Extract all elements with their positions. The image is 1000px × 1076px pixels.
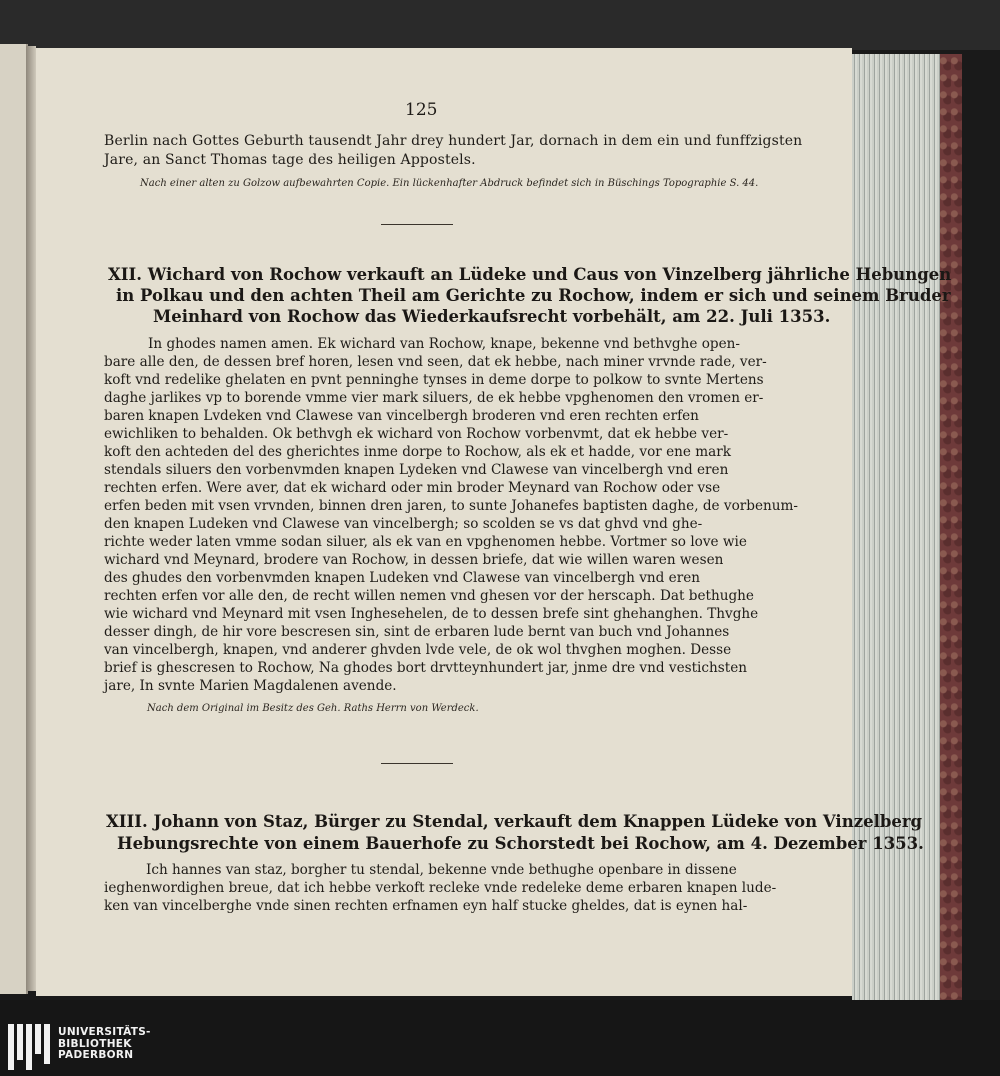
text-line: koft vnd redelike ghelaten en pvnt penninghe tynses in deme dorpe to polkow to svnte Mertens <box>104 372 764 388</box>
text-line: wichard vnd Meynard, brodere van Rochow, in dessen briefe, dat wie willen waren wesen <box>104 552 724 568</box>
text-line: ken van vincelberghe vnde sinen rechten erfnamen eyn half stucke gheldes, dat is eynen hal- <box>104 898 748 914</box>
text-line: ieghenwordighen breue, dat ich hebbe verkoft recleke vnde redeleke deme erbaren knapen lude- <box>104 880 777 896</box>
text-line: daghe jarlikes vp to borende vmme vier mark siluers, de ek hebbe vpghenomen den vromen er- <box>104 390 764 406</box>
library-logo-icon <box>8 1024 52 1070</box>
text-line: brief is ghescresen to Rochow, Na ghodes bort drvtteynhundert jar, jnme dre vnd vestichsten <box>104 660 748 676</box>
text-line: rechten erfen. Were aver, dat ek wichard oder min broder Meynard van Rochow oder vse <box>104 480 721 496</box>
text-line: stendals siluers den vorbenvmden knapen Lydeken vnd Clawese van vincelbergh vnd eren <box>104 462 729 478</box>
section-divider <box>381 763 453 764</box>
intro-line: Berlin nach Gottes Geburth tausendt Jahr drey hundert Jar, dornach in dem ein und funffzigsten <box>104 133 803 149</box>
text-line: den knapen Ludeken vnd Clawese van vincelbergh; so scolden se vs dat ghvd vnd ghe- <box>104 516 703 532</box>
logo-line: UNIVERSITÄTS- <box>58 1026 151 1038</box>
section-heading: in Polkau und den achten Theil am Gerichte zu Rochow, indem er sich und seinem Bruder <box>116 286 951 305</box>
section-heading: Hebungsrechte von einem Bauerhofe zu Schorstedt bei Rochow, am 4. Dezember 1353. <box>117 834 924 853</box>
text-line: koft den achteden del des gherichtes inme dorpe to Rochow, als ek et hadde, vor ene mark <box>104 444 731 460</box>
intro-line: Jare, an Sanct Thomas tage des heiligen Appostels. <box>104 152 476 168</box>
text-line: jare, In svnte Marien Magdalenen avende. <box>104 678 397 694</box>
text-line: des ghudes den vorbenvmden knapen Ludeken vnd Clawese van vincelbergh vnd eren <box>104 570 700 586</box>
text-line: In ghodes namen amen. Ek wichard van Rochow, knape, bekenne vnd bethvghe open- <box>148 336 740 352</box>
logo-line: PADERBORN <box>58 1049 134 1061</box>
source-note: Nach dem Original im Besitz des Geh. Raths Herrn von Werdeck. <box>147 703 479 714</box>
text-line: desser dingh, de hir vore bescresen sin, sint de erbaren lude bernt van buch vnd Johannes <box>104 624 730 640</box>
text-line: bare alle den, de dessen bref horen, lesen vnd seen, dat ek hebbe, nach miner vrvnde rade, ver- <box>104 354 767 370</box>
source-note: Nach einer alten zu Golzow aufbewahrten Copie. Ein lückenhafter Abdruck befindet sich in Büschings Topographie S. 44. <box>140 178 759 189</box>
text-line: rechten erfen vor alle den, de recht willen nemen vnd ghesen vor der herscaph. Dat bethughe <box>104 588 754 604</box>
left-page-edge <box>0 44 28 994</box>
page-stack-edge <box>852 54 940 1000</box>
section-heading: XII. Wichard von Rochow verkauft an Lüdeke und Caus von Vinzelberg jährliche Hebungen <box>108 265 952 284</box>
text-line: Ich hannes van staz, borgher tu stendal, bekenne vnde bethughe openbare in dissene <box>146 862 737 878</box>
section-heading: XIII. Johann von Staz, Bürger zu Stendal, verkauft dem Knappen Lüdeke von Vinzelberg <box>106 812 923 831</box>
text-line: ewichliken to behalden. Ok bethvgh ek wichard von Rochow vorbenvmt, dat ek hebbe ver- <box>104 426 729 442</box>
text-line: erfen beden mit vsen vrvnden, binnen dren jaren, to sunte Johanefes baptisten daghe, de vorbenum- <box>104 498 799 514</box>
text-line: van vincelbergh, knapen, vnd anderer ghvden lvde vele, de ok wol thvghen moghen. Desse <box>104 642 732 658</box>
section-heading: Meinhard von Rochow das Wiederkaufsrecht vorbehält, am 22. Juli 1353. <box>153 307 831 326</box>
text-line: wie wichard vnd Meynard mit vsen Inghesehelen, de to dessen brefe sint ghehanghen. Thvghe <box>104 606 759 622</box>
book-gutter <box>26 46 36 991</box>
logo-line: BIBLIOTHEK <box>58 1037 132 1050</box>
background <box>0 0 1000 50</box>
book-cover <box>940 54 962 1006</box>
page-number: 125 <box>405 100 438 120</box>
text-line: baren knapen Lvdeken vnd Clawese van vincelbergh broderen vnd eren rechten erfen <box>104 408 699 424</box>
library-logo-text <box>58 1027 151 1062</box>
section-divider <box>381 224 453 225</box>
text-line: richte weder laten vmme sodan siluer, als ek van en vpghenomen hebbe. Vortmer so love wie <box>104 534 747 550</box>
